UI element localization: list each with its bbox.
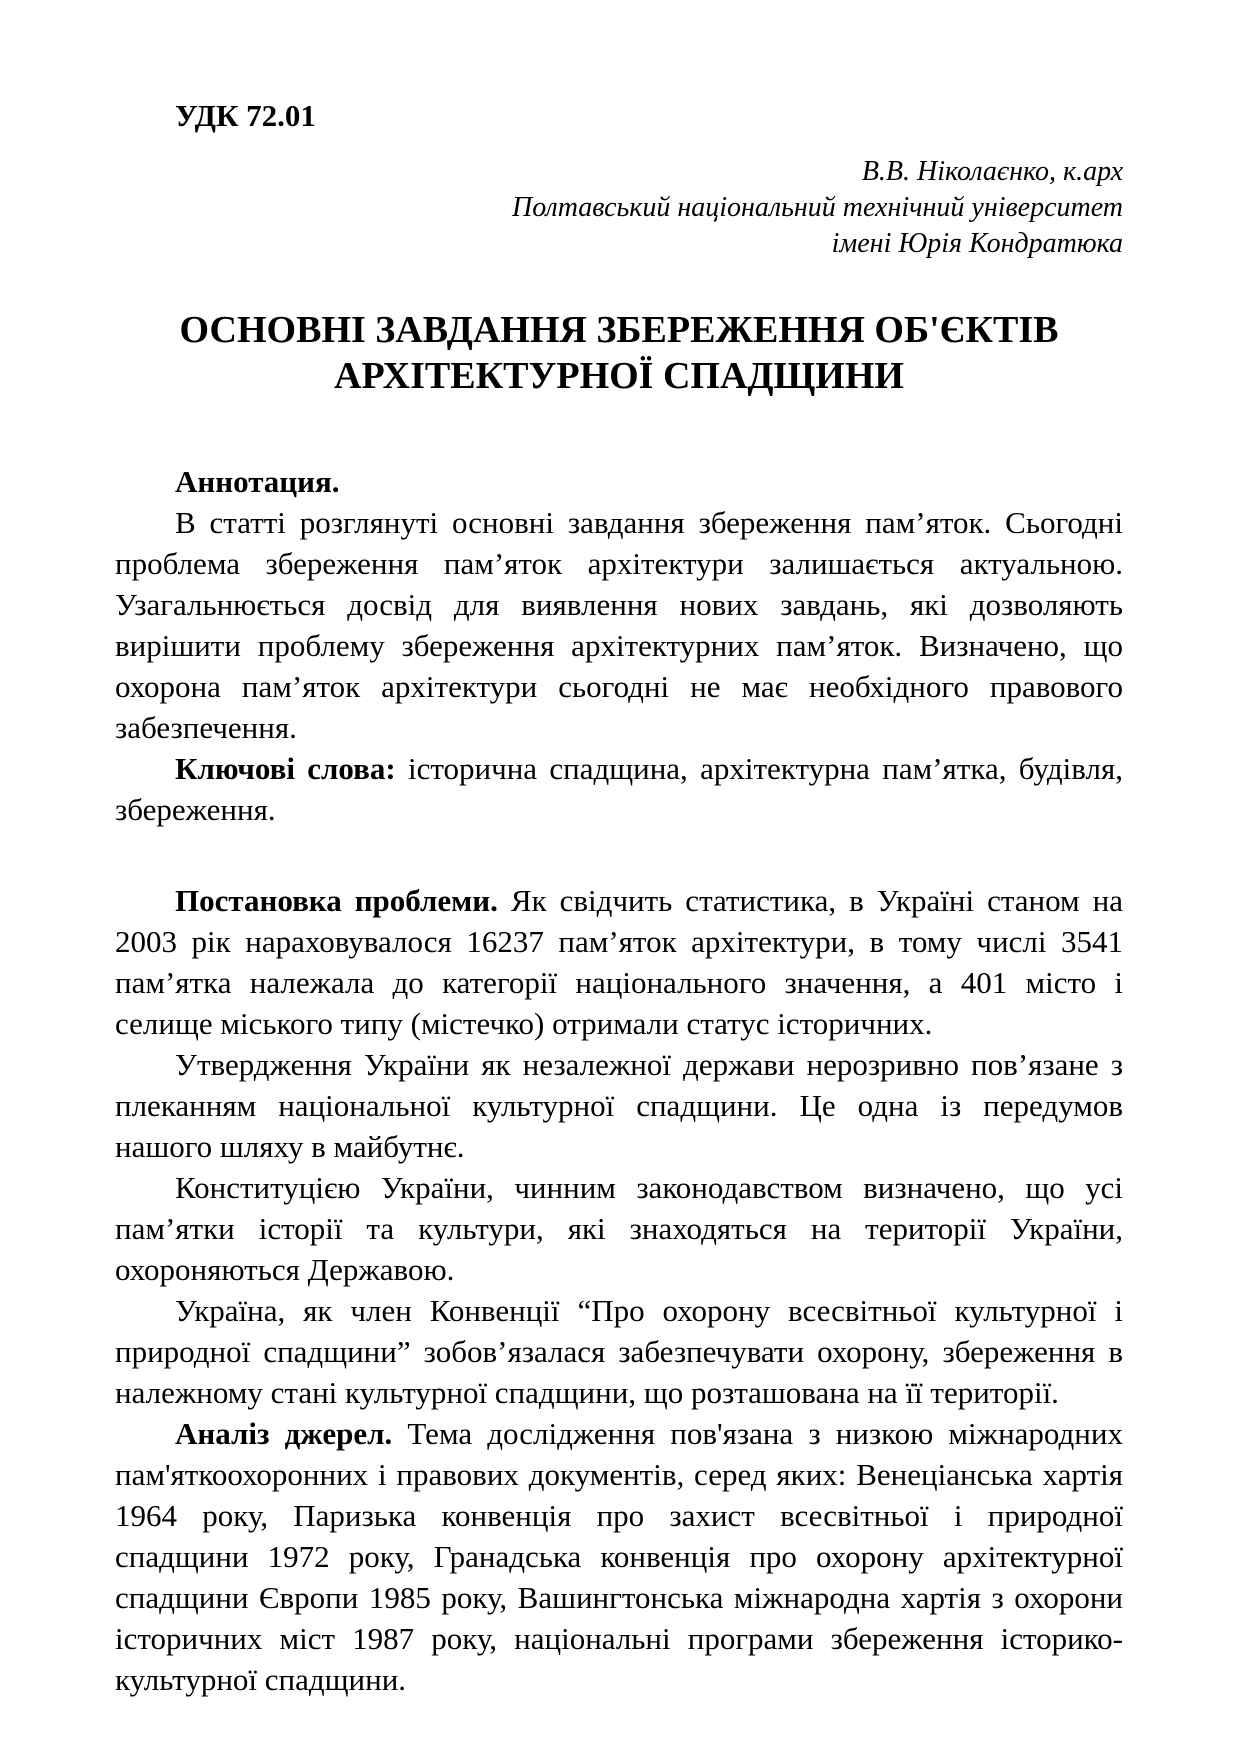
paragraph-independence: Утвердження України як незалежної держави нерозривно пов’язане з плеканням національної культурної спадщини. Це одна із передумов нашого шляху в майбутнє. [115,1047,1123,1164]
keywords-paragraph [115,748,1123,830]
author-name: В.В. Ніколаєнко, к.арх [861,156,1123,187]
keywords-label: Ключові слова: [175,751,396,786]
keywords-text: історична спадщина, архітектурна пам’ятка, будівля, збереження. [115,751,1123,827]
udc-code: УДК 72.01 [175,98,316,133]
annotation-heading [115,461,1123,502]
paragraph-constitution: Конституцією України, чинним законодавством визначено, що усі пам’ятки історії та культури, які знаходяться на території України, охороняються Державою. [115,1170,1123,1287]
sources-analysis-label: Аналіз джерел. [175,1416,393,1451]
author-block [115,154,1123,262]
annotation-heading-label: Аннотация. [175,464,340,499]
problem-statement-paragraph [115,880,1123,1044]
paragraph-convention: Україна, як член Конвенції “Про охорону всесвітньої культурної і природної спадщини” зобов’язалася забезпечувати охорону, збереження в належному стані культурної спадщини, що розташована на її території. [115,1293,1123,1410]
article-title-line2: АРХІТЕКТУРНОЇ СПАДЩИНИ [334,355,904,397]
problem-statement-label: Постановка проблеми. [175,883,498,918]
article-title-line1: ОСНОВНІ ЗАВДАННЯ ЗБЕРЕЖЕННЯ ОБ'ЄКТІВ [179,309,1059,351]
author-affiliation-line1: Полтавський національний технічний університет [512,192,1123,223]
problem-statement-text: Як свідчить статистика, в Україні станом на 2003 рік нараховувалося 16237 пам’яток архітектури, в тому числі 3541 пам’ятка належала до категорії національного значення, а 401 місто і селище міського типу (містечко) отримали статус історичних. [115,883,1123,1041]
article-title [115,307,1123,399]
sources-analysis-paragraph [115,1413,1123,1700]
sources-analysis-text: Тема дослідження пов'язана з низкою міжнародних пам'яткоохоронних і правових документів, серед яких: Венеціанська хартія 1964 року, Паризька конвенція про захист всесвітньої і природної спадщини 1972 року, Гранадська конвенція про охорону архітектурної спадщини Європи 1985 року, Вашингтонська міжнародна хартія з охорони історичних міст 1987 року, національні програми збереження історико-культурної спадщини. [115,1416,1123,1697]
author-affiliation-line2: імені Юрія Кондратюка [831,228,1123,259]
annotation-paragraph: В статті розглянуті основні завдання збереження пам’яток. Сьогодні проблема збереження пам’яток архітектури залишається актуальною. Узагальнюється досвід для виявлення нових завдань, які дозволяють вирішити проблему збереження архітектурних пам’яток. Визначено, що охорона пам’яток архітектури сьогодні не має необхідного правового забезпечення. [115,505,1123,745]
